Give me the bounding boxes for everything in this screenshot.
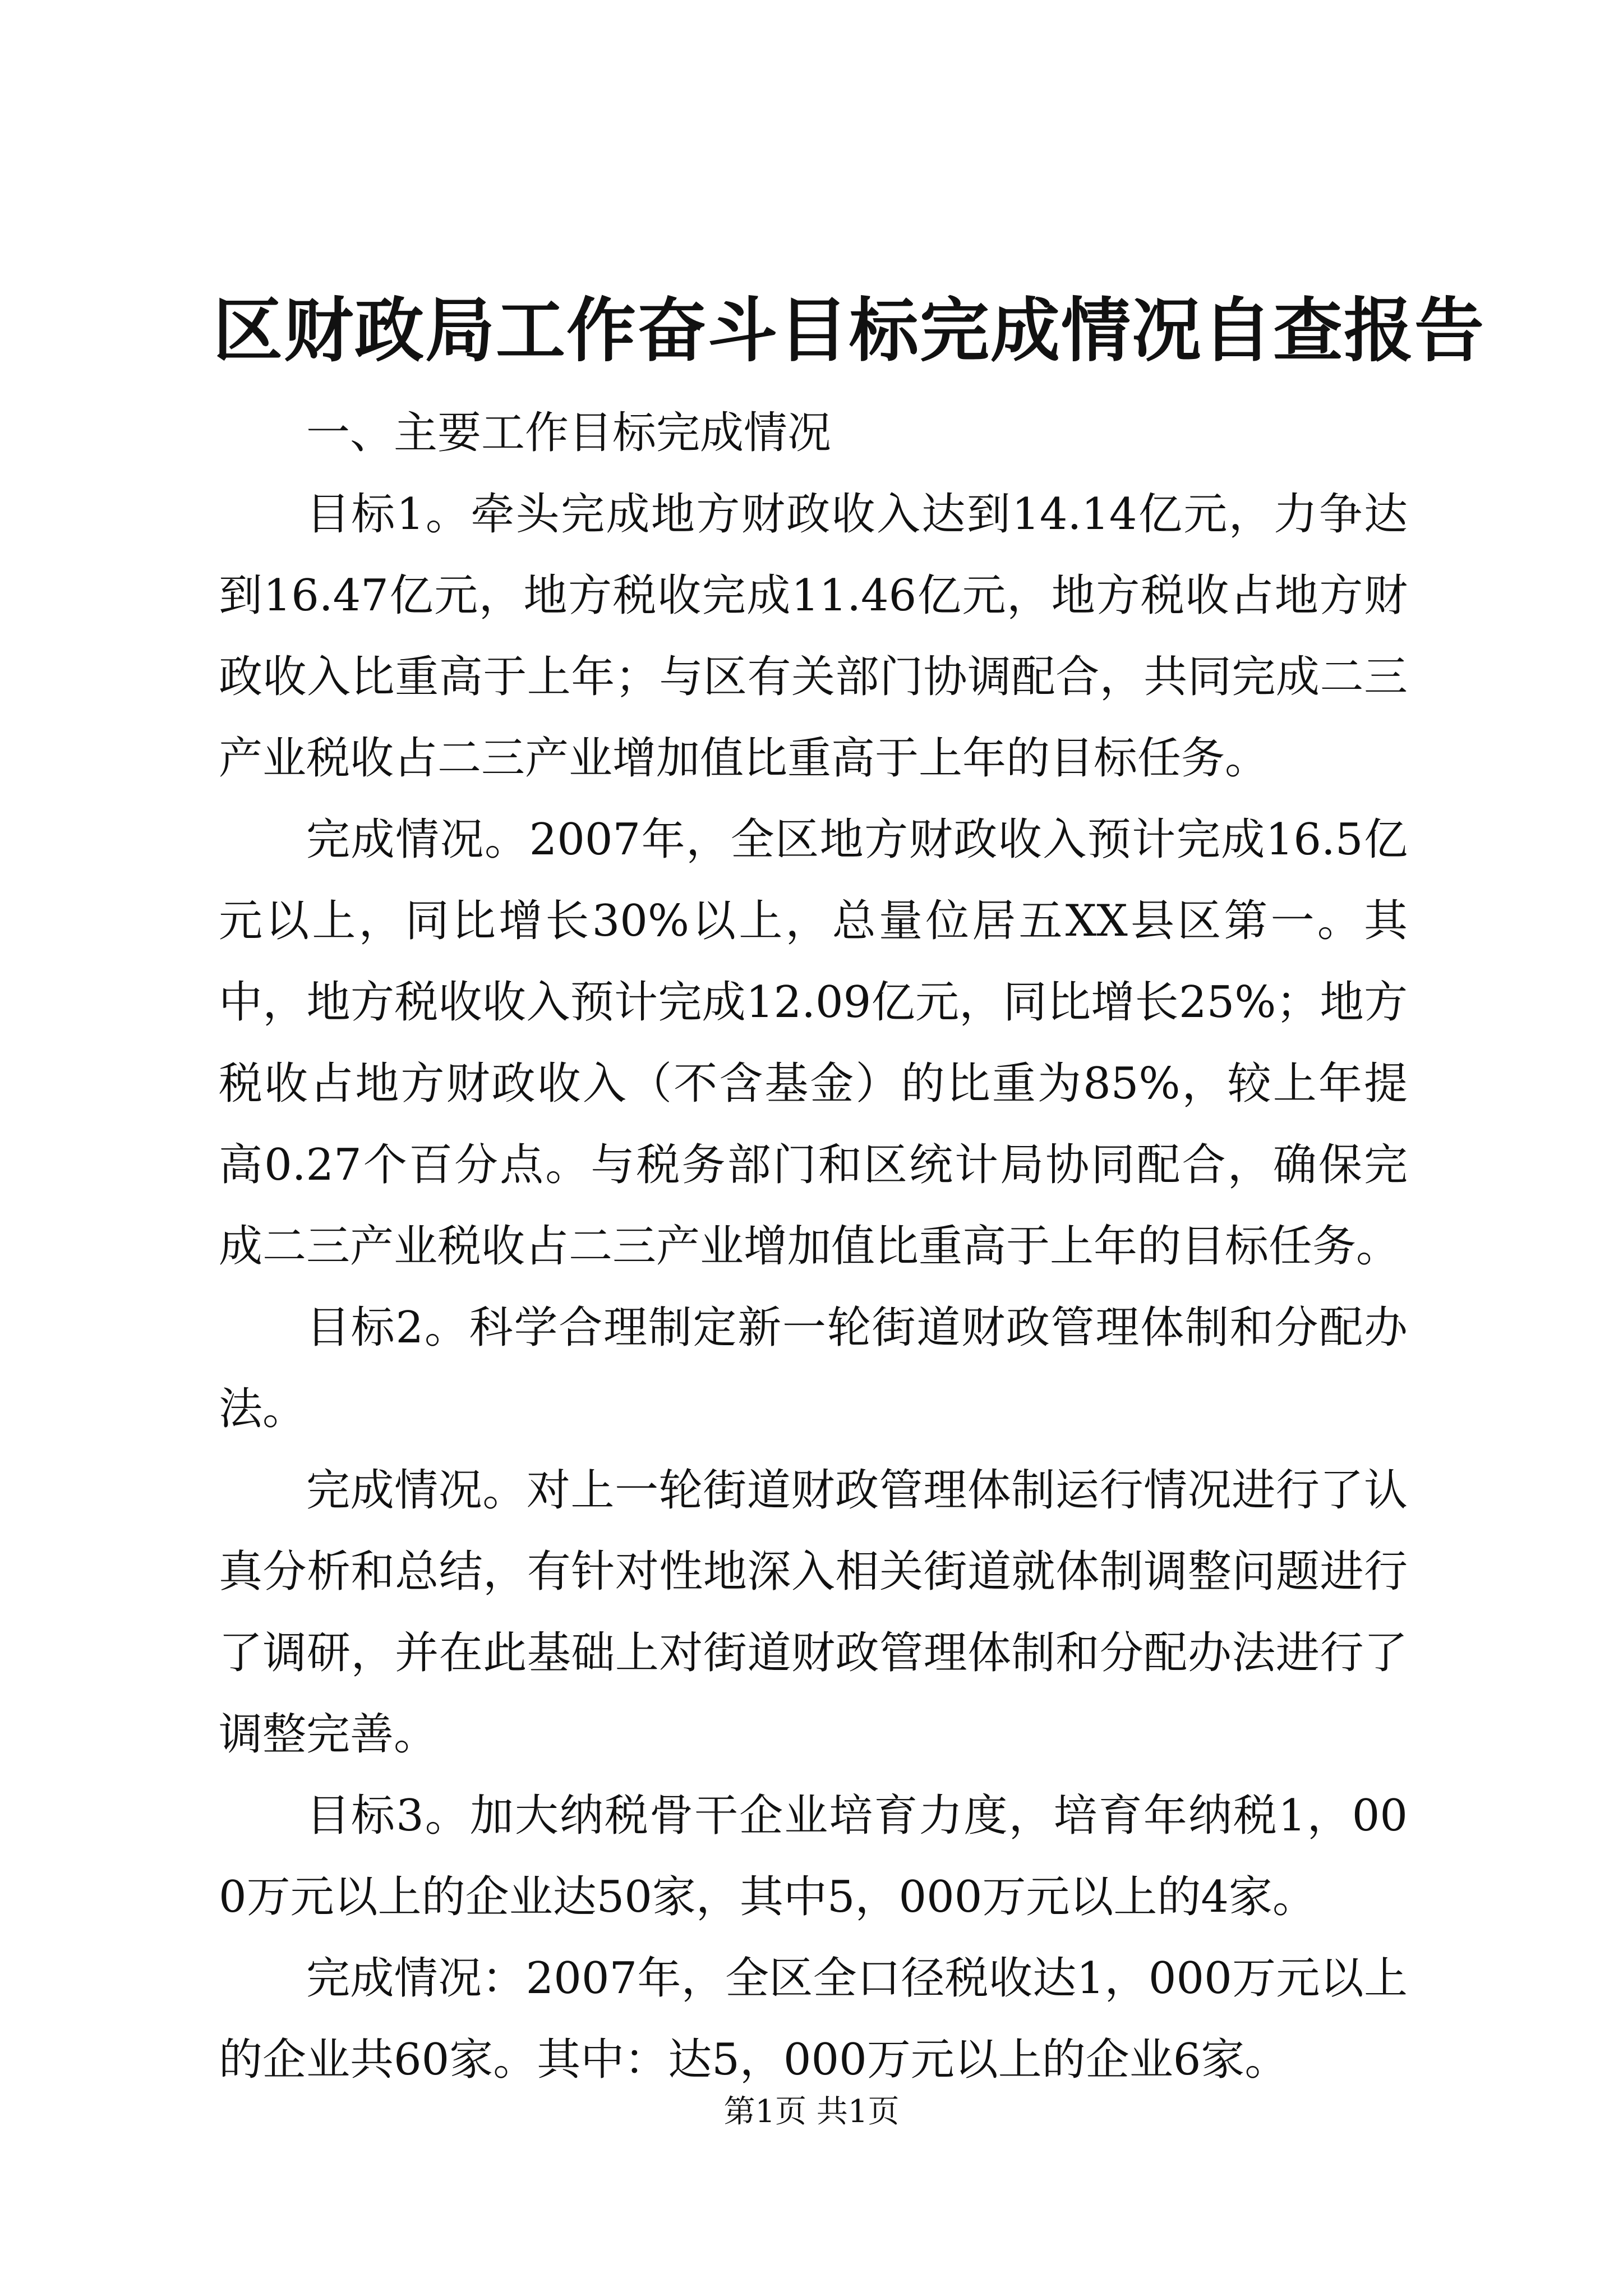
document-title: 区财政局工作奋斗目标完成情况自查报告 [213, 290, 1486, 371]
page-footer: 第1页 共1页 [723, 2093, 900, 2130]
document-body [219, 393, 1408, 2101]
goal-3-paragraph: 目标3。加大纳税骨干企业培育力度，培育年纳税1，000万元以上的企业达50家，其中5，000万元以上的4家。 [219, 1791, 1408, 1922]
section-heading: 一、主要工作目标完成情况 [306, 408, 832, 458]
goal-3-completion-paragraph: 完成情况：2007年，全区全口径税收达1，000万元以上的企业共60家。其中：达5，000万元以上的企业6家。 [219, 1953, 1408, 2085]
goal-2-paragraph: 目标2。科学合理制定新一轮街道财政管理体制和分配办法。 [219, 1303, 1408, 1434]
goal-1-paragraph: 目标1。牵头完成地方财政收入达到14.14亿元，力争达到16.47亿元，地方税收完成11.46亿元，地方税收占地方财政收入比重高于上年；与区有关部门协调配合，共同完成二三产业税收占二三产业增加值比重高于上年的目标任务。 [219, 489, 1408, 784]
goal-2-completion-paragraph: 完成情况。对上一轮街道财政管理体制运行情况进行了认真分析和总结，有针对性地深入相关街道就体制调整问题进行了调研，并在此基础上对街道财政管理体制和分配办法进行了调整完善。 [219, 1465, 1408, 1760]
goal-1-completion-paragraph: 完成情况。2007年，全区地方财政收入预计完成16.5亿元以上，同比增长30%以上，总量位居五XX县区第一。其中，地方税收收入预计完成12.09亿元，同比增长25%；地方税收占地方财政收入（不含基金）的比重为85%，较上年提高0.27个百分点。与税务部门和区统计局协同配合，确保完成二三产业税收占二三产业增加值比重高于上年的目标任务。 [219, 815, 1408, 1272]
